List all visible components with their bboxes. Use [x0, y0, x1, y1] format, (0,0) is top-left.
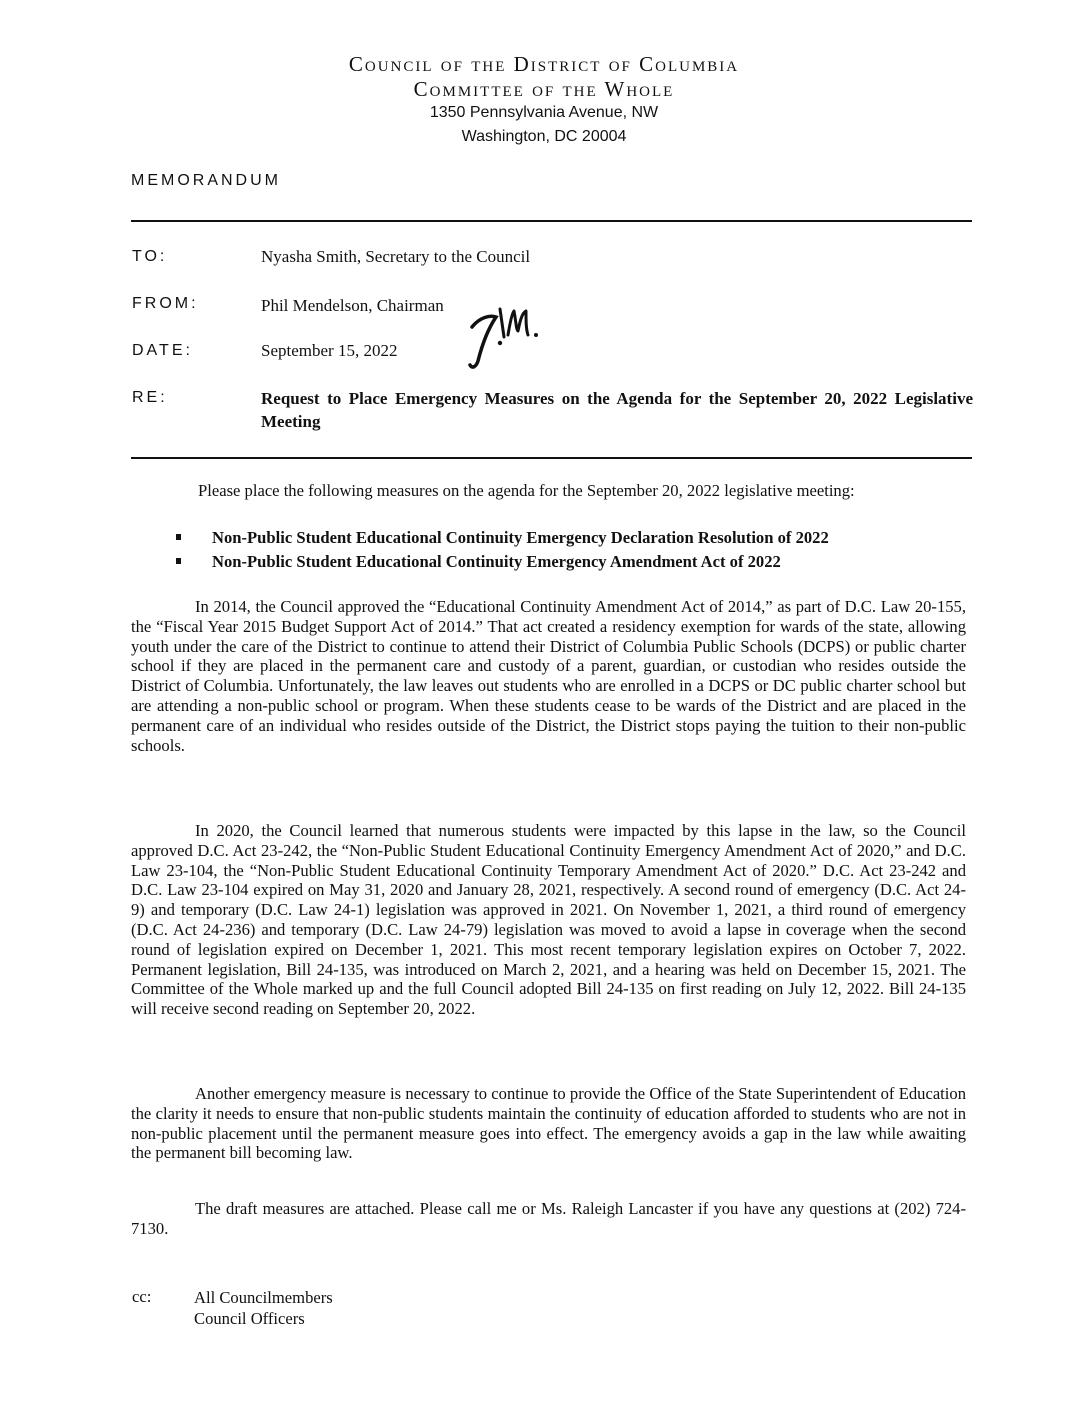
measure-item: Non-Public Student Educational Continuity Emergency Amendment Act of 2022 — [172, 550, 829, 574]
header-address-street: 1350 Pennsylvania Avenue, NW — [429, 104, 659, 121]
to-label: TO: — [132, 248, 168, 265]
memorandum-label: MEMORANDUM — [131, 172, 281, 189]
signature-initials — [450, 295, 550, 375]
intro-sentence: Please place the following measures on the agenda for the September 20, 2022 legislative meeting: — [198, 481, 855, 500]
date-value: September 15, 2022 — [261, 341, 398, 360]
body-paragraph: In 2020, the Council learned that numerous students were impacted by this lapse in the law, so the Council approved D.C. Act 23-242, the “Non-Public Student Educational Continuity Emergency Amendment Act of 2020,” and D.C. Law 23-104, the “Non-Public Student Educational Continuity Temporary Amendment Act of 2020.” D.C. Act 23-242 and D.C. Law 23-104 expired on May 31, 2020 and January 28, 2021, respectively. A second round of emergency (D.C. Act 24-9) and temporary (D.C. Law 24-1) legislation was approved in 2021. On November 1, 2021, a third round of emergency (D.C. Act 24-236) and temporary (D.C. Law 24-79) legislation was moved to avoid a lapse in coverage when the second round of legislation expired on December 1, 2021. This most recent temporary legislation expires on October 7, 2022. Permanent legislation, Bill 24-135, was introduced on March 2, 2021, and a hearing was held on December 15, 2021. The Committee of the Whole marked up and the full Council adopted Bill 24-135 on first reading on July 12, 2022. Bill 24-135 will receive second reading on September 20, 2022. — [131, 821, 966, 1019]
from-label: FROM: — [132, 295, 199, 312]
top-divider — [131, 220, 972, 222]
body-paragraph: In 2014, the Council approved the “Educational Continuity Amendment Act of 2014,” as part of D.C. Law 20-155, the “Fiscal Year 2015 Budget Support Act of 2014.” That act created a residency exemption for wards of the state, allowing youth under the care of the District to continue to attend their District of Columbia Public Schools (DCPS) or public charter school if they are placed in the permanent care and custody of a parent, guardian, or custodian who resides outside the District of Columbia. Unfortunately, the law leaves out students who are enrolled in a DCPS or DC public charter school but are attending a non-public school or program. When these students cease to be wards of the District and are placed in the permanent care of an individual who resides outside of the District, the District stops paying the tuition to their non-public schools. — [131, 597, 966, 755]
cc-recipient: Council Officers — [194, 1309, 305, 1328]
cc-recipient: All Councilmembers — [194, 1288, 333, 1307]
header-address-city: Washington, DC 20004 — [461, 128, 627, 145]
header-committee: Committee of the Whole — [413, 77, 675, 101]
measures-list — [172, 526, 829, 574]
re-label: RE: — [132, 389, 168, 406]
body-paragraph: Another emergency measure is necessary to continue to provide the Office of the State Superintendent of Education the clarity it needs to ensure that non-public students maintain the continuity of education afforded to students who are not in non-public placement until the permanent measure goes into effect. The emergency avoids a gap in the law while awaiting the permanent bill becoming law. — [131, 1084, 966, 1163]
date-label: DATE: — [132, 342, 193, 359]
from-value: Phil Mendelson, Chairman — [261, 296, 444, 315]
measure-item: Non-Public Student Educational Continuity Emergency Declaration Resolution of 2022 — [172, 526, 829, 550]
header-council: Council of the District of Columbia — [348, 52, 740, 76]
re-subject: Request to Place Emergency Measures on the Agenda for the September 20, 2022 Legislative Meeting — [261, 389, 973, 431]
bottom-divider — [131, 457, 972, 459]
cc-label: cc: — [132, 1287, 152, 1306]
to-value: Nyasha Smith, Secretary to the Council — [261, 247, 531, 266]
closing-paragraph: The draft measures are attached. Please call me or Ms. Raleigh Lancaster if you have any questions at (202) 724-7130. — [131, 1199, 966, 1238]
cc-recipients — [194, 1287, 333, 1329]
